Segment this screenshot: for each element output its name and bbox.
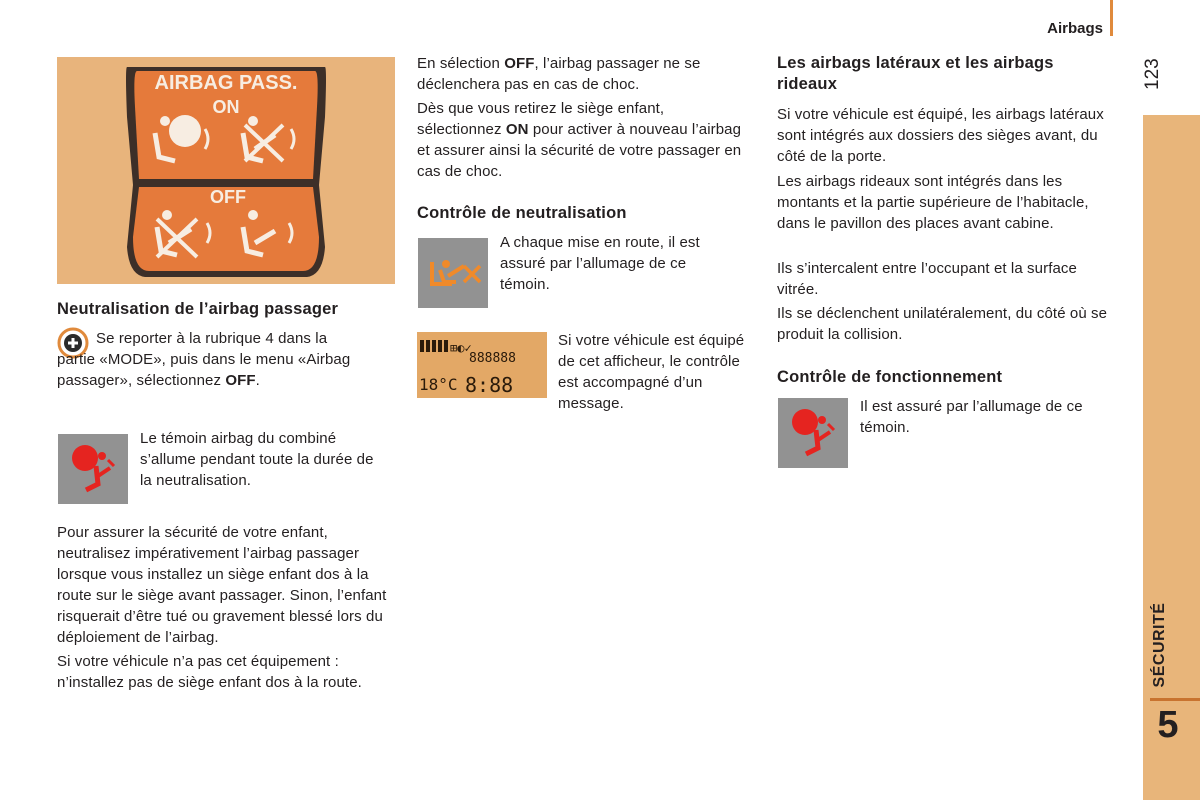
panel-title-text: AIRBAG PASS. — [154, 72, 298, 94]
lamp-check-text: A chaque mise en route, il est assuré par l’allumage de ce témoin. — [500, 234, 700, 293]
deployment-paragraph: Ils se déclenchent unilatéralement, du côté où se produit la collision. — [777, 305, 1108, 343]
chapter-number: 5 — [1157, 704, 1179, 746]
mode-note: Se reporter à la rubrique 4 dans la partie «MODE», puis dans le menu «Airbag passager», sélectionnez OFF. — [57, 330, 351, 389]
on-selection-paragraph: Dès que vous retirez le siège enfant, sélectionnez ON pour activer à nouveau l’airbag et assurer ainsi la sécurité de votre passager en cas de choc. — [417, 100, 742, 180]
curtain-airbags-paragraph: Les airbags rideaux sont intégrés dans les montants et la partie supérieure de l’habitacle, dans le pavillon des places avant cabine. — [777, 173, 1089, 232]
display-top-digits: 888888 — [469, 351, 516, 366]
child-safety-paragraph: Pour assurer la sécurité de votre enfant, neutralisez impérativement l’airbag passager lorsque vous installez un siège enfant dos à la route sur le siège avant passager. Sinon, l’enfant risquerait d’être tué ou gravement blessé lors du déploiement de l’airbag. — [57, 524, 387, 646]
airbag-warning-lamp-icon — [58, 434, 128, 504]
neutralisation-control-heading: Contrôle de neutralisation — [417, 204, 627, 222]
display-temperature: 18°C — [419, 375, 458, 394]
airbag-fault-lamp-icon — [778, 398, 848, 468]
side-curtain-airbags-heading: Les airbags latéraux et les airbags rideaux — [777, 54, 1054, 93]
running-header-title: Airbags — [1047, 20, 1103, 37]
operation-control-heading: Contrôle de fonctionnement — [777, 368, 1003, 386]
warning-lamp-text: Le témoin airbag du combiné s’allume pendant toute la durée de la neutralisation. — [140, 430, 374, 489]
no-equipment-paragraph: Si votre véhicule n’a pas cet équipement : n’installez pas de siège enfant dos à la route. — [57, 653, 362, 691]
off-selection-paragraph: En sélection OFF, l’airbag passager ne se déclenchera pas en cas de choc. — [417, 55, 701, 93]
page-number: 123 — [1142, 58, 1163, 90]
neutralisation-heading: Neutralisation de l’airbag passager — [57, 300, 339, 318]
operation-lamp-text: Il est assuré par l’allumage de ce témoin. — [860, 398, 1083, 436]
display-message-text: Si votre véhicule est équipé de cet afficheur, le contrôle est accompagné d’un message. — [558, 332, 745, 412]
passenger-airbag-off-lamp-icon — [418, 238, 488, 308]
display-time: 8:88 — [465, 373, 514, 397]
section-label: SÉCURITÉ — [1151, 602, 1168, 688]
position-paragraph: Ils s’intercalent entre l’occupant et la surface vitrée. — [777, 260, 1077, 298]
panel-off-label: OFF — [210, 187, 246, 207]
header-rule — [1110, 0, 1113, 36]
side-airbags-paragraph: Si votre véhicule est équipé, les airbags latéraux sont intégrés aux dossiers des sièges avant, du côté de la porte. — [777, 106, 1104, 165]
display-symbols: ⊞◐✓ — [450, 341, 472, 355]
panel-on-label: ON — [212, 97, 240, 117]
airbag-switch-panel-image — [57, 57, 395, 284]
section-rule — [1150, 698, 1200, 701]
multifunction-display-image — [417, 332, 547, 398]
